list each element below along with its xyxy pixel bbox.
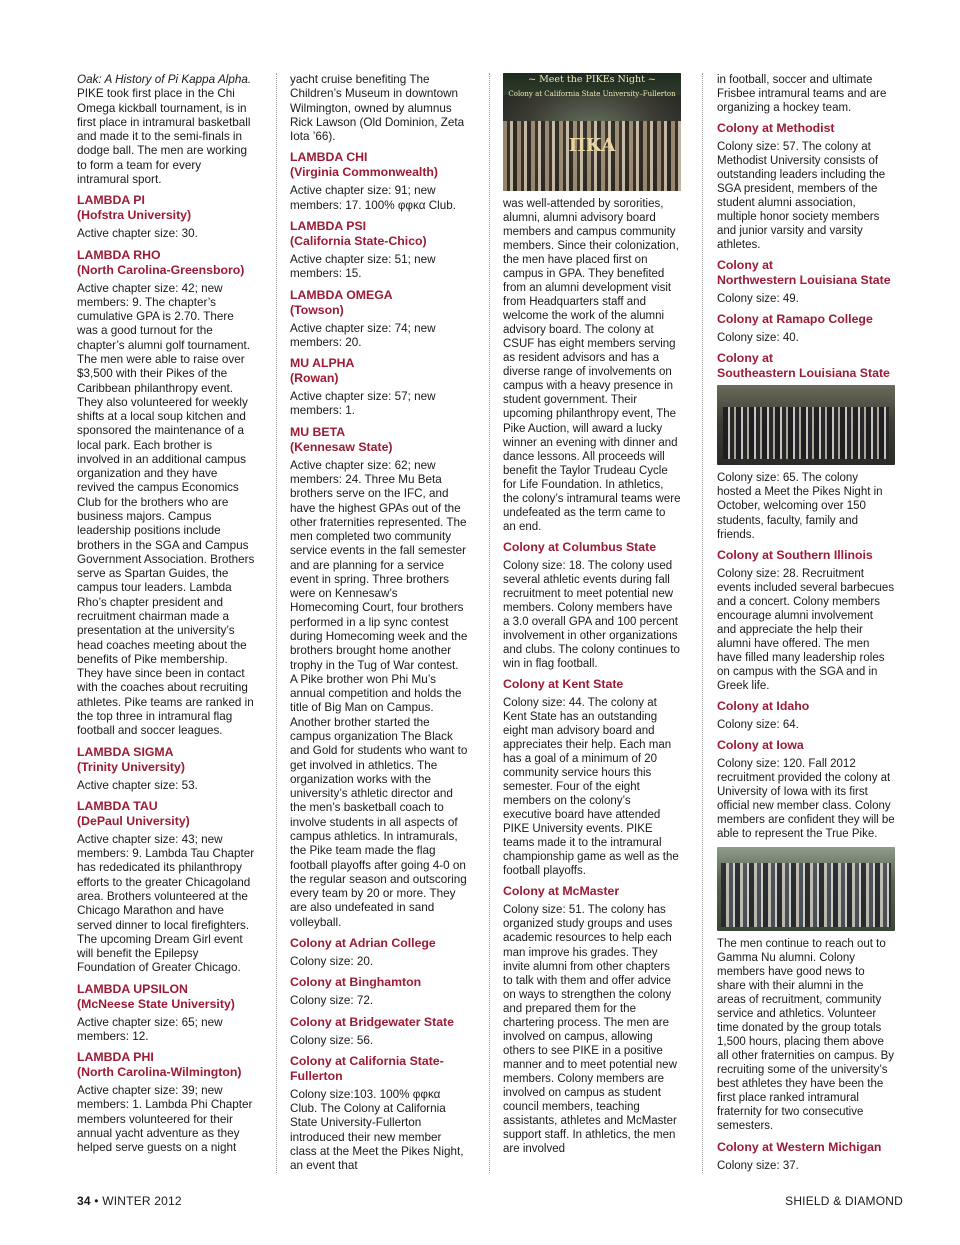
section-heading	[717, 351, 895, 381]
section-body: Colony size: 57. The colony at Methodist University consists of outstanding leaders including the SGA president, members of the student alumni association, multiple honor society members and junior varsity and varsity athletes.	[717, 141, 886, 252]
column-rule-3	[702, 73, 703, 1173]
section-title: Colony at Southern Illinois	[717, 547, 873, 562]
section-heading	[290, 425, 468, 455]
section-heading	[503, 540, 681, 555]
section-body: Active chapter size: 57; new members: 1.	[290, 390, 436, 418]
section-subtitle: Southeastern Louisiana State	[717, 366, 890, 381]
section-heading	[77, 193, 255, 223]
section-body: Active chapter size: 30.	[77, 227, 198, 241]
mid-text: Colony size: 65. The colony hosted a Meet the Pikes Night in October, welcoming over 150 students, faculty, family and friends.	[717, 472, 883, 541]
lead-text: PIKE took first place in the Chi Omega kickball tournament, is in first place in intramural basketball and made it to the semi-finals in dodge ball. The men are working to form a team for every intramural sport.	[77, 87, 251, 186]
section-title: Colony at McMaster	[503, 884, 620, 899]
section-subtitle: (Towson)	[290, 302, 344, 317]
section-heading	[290, 219, 468, 249]
section-heading	[717, 699, 895, 714]
section-heading	[290, 356, 468, 386]
group-image	[721, 863, 891, 927]
issue-label: WINTER 2012	[102, 1194, 182, 1208]
section-subtitle: (Rowan)	[290, 371, 339, 386]
section-heading	[77, 982, 255, 1012]
section-heading	[77, 1050, 255, 1080]
lead-text: yacht cruise benefiting The Children’s Museum in downtown Wilmington, owned by alumnus Rick Lawson (Old Dominion, Zeta Iota ’66).	[290, 73, 465, 144]
section-heading	[717, 258, 895, 288]
section-body: Active chapter size: 91; new members: 17. 100% φφκα Club.	[290, 184, 456, 212]
meet-the-pikes-night-photo	[503, 73, 681, 191]
southeastern-louisiana-group-photo	[717, 385, 895, 465]
greek-letters-sign: ΠΚΑ	[568, 135, 616, 156]
section-subtitle: (Trinity University)	[77, 759, 185, 774]
section-title: Colony at Binghamton	[290, 975, 422, 990]
section-body: Active chapter size: 65; new members: 12.	[77, 1015, 223, 1043]
sections	[717, 121, 895, 381]
section-heading	[290, 1054, 468, 1084]
section-title: MU BETA	[290, 424, 346, 439]
section-heading	[77, 745, 255, 775]
photo-banner	[503, 73, 681, 98]
section-title: Colony at Iowa	[717, 737, 804, 752]
section-heading	[290, 150, 468, 180]
section-body: Active chapter size: 62; new members: 24. Three Mu Beta brothers serve on the IFC, and have the highest GPAs out of the other fraternities represented. The men completed two community service events in the fall semester and are planning for a service event in spring. Three brothers were on Kennesaw’s Homecoming Court, four brothers performed in a lip sync contest during Homecoming week and the brothers brought home another trophy in the Tug of War contest. A Pike brother won Phi Mu’s annual competition and holds the title of Big Man on Campus. Another brother started the campus organization The Black and Gold for students who want to get involved in athletics. The organization works with the university’s athletic director and the men’s basketball coach to involve students in all aspects of campus athletics. In intramurals, the Pike team made the flag football playoffs after going 4-0 on the regular season and outscoring every team by 20 or more. They are also undefeated in sand volleyball.	[290, 458, 468, 929]
section-subtitle: Northwestern Louisiana State	[717, 273, 891, 288]
section-body: Active chapter size: 39; new members: 1. Lambda Phi Chapter members volunteered for their annual yacht adventure as they helped serve guests on a night	[77, 1084, 253, 1155]
section-heading	[77, 799, 255, 829]
section-heading	[717, 738, 895, 753]
section-body: Active chapter size: 42; new members: 9. The chapter’s cumulative GPA is 2.70. There was a good turnout for the chapter’s alumni golf tournament. The men were able to raise over $3,500 with their Pikes of the Caribbean philanthropy event. They also volunteered for weekly shifts at a local soup kitchen and sponsored the maintenance of a local park. Each brother is involved in an additional campus organization and they have revived the campus Economics Club for the brothers who are business majors. Campus leadership positions include brothers in the SGA and Campus Government Association. Brothers serve as Spartan Guides, the campus tour leaders. Lambda Rho’s chapter president and recruitment chairman made a presentation at the university’s head coaches meeting about the benefits of Pike membership. They have since been in contact with the coaches about recruiting athletes. Pike teams are ranked in the top three in intramural flag football and soccer leagues.	[77, 281, 255, 738]
section-body: Active chapter size: 74; new members: 20.	[290, 321, 436, 349]
column-1	[77, 73, 255, 1160]
photo-banner-line2: Colony at California State University–Fullerton	[508, 90, 676, 98]
group-image	[723, 407, 889, 459]
section-subtitle: (Hofstra University)	[77, 208, 192, 223]
section-title: LAMBDA PI	[77, 193, 145, 208]
page-number: 34	[77, 1194, 91, 1208]
section-title: LAMBDA RHO	[77, 247, 161, 262]
footer-page-info	[77, 1194, 182, 1208]
column-rule-2	[489, 73, 490, 1173]
section-body: Active chapter size: 43; new members: 9. Lambda Tau Chapter has rededicated its philanthropy efforts to the greater Chicagoland area. Brothers volunteered at the Chicago Marathon and have served dinner to local firefighters. The upcoming Dream Girl event will benefit the Epilepsy Foundation of Greater Chicago.	[77, 832, 255, 975]
column-2	[290, 73, 468, 1177]
sections	[717, 1140, 895, 1173]
section-heading	[717, 548, 895, 563]
section-body: Colony size: 49.	[717, 293, 799, 306]
section-body: Colony size: 40.	[717, 332, 799, 345]
sections	[717, 548, 895, 842]
section-title: MU ALPHA	[290, 356, 355, 371]
section-title: LAMBDA CHI	[290, 150, 368, 165]
section-heading	[717, 312, 895, 327]
section-title: Colony at Columbus State	[503, 539, 657, 554]
section-heading	[290, 936, 468, 951]
section-title: LAMBDA UPSILON	[77, 981, 188, 996]
section-heading	[717, 1140, 895, 1155]
section-title: Colony at California State-	[290, 1053, 444, 1068]
section-subtitle: (North Carolina-Greensboro)	[77, 262, 245, 277]
lead-paragraph	[77, 73, 255, 187]
section-title: LAMBDA TAU	[77, 798, 158, 813]
section-body: Active chapter size: 51; new members: 15.	[290, 252, 436, 281]
section-body: Colony size: 120. Fall 2012 recruitment provided the colony at University of Iowa with its first official new member class. Colony members are confident they will be able to represent the True Pike.	[717, 757, 895, 841]
section-heading	[290, 288, 468, 318]
section-body: Colony size: 18. The colony used several athletic events during fall recruitment to meet potential new members. Colony members have a 3.0 overall GPA and 100 percent involvement in other organizations and clubs. The colony continues to win in flag football.	[503, 559, 680, 670]
section-title: Colony at	[717, 258, 774, 273]
column-4	[717, 73, 895, 1177]
section-body: Colony size: 44. The colony at Kent State has an outstanding eight man advisory board and appreciates their help. Each man has a goal of a minimum of 20 community service hours this semester. Four of the eight members on the colony’s executive board have attended PIKE University events. PIKE teams made it to the intramural championship game as well as the football playoffs.	[503, 697, 679, 878]
section-title: LAMBDA PSI	[290, 218, 367, 233]
section-subtitle: (California State-Chico)	[290, 233, 427, 248]
section-title: Colony at Idaho	[717, 698, 810, 713]
section-subtitle: (Virginia Commonwealth)	[290, 165, 439, 180]
section-body: Colony size: 28. Recruitment events included several barbecues and a concert. Colony members encourage alumni involvement and appreciate the help their alumni have offered. The men have filled many leadership roles on campus with the SGA and in Greek life.	[717, 567, 895, 692]
photo-banner-line1: ~ Meet the PIKEs Night ~	[528, 74, 656, 85]
book-title: Oak: A History of Pi Kappa Alpha.	[77, 73, 252, 86]
section-title: LAMBDA SIGMA	[77, 744, 174, 759]
section-body: Colony size: 64.	[717, 718, 799, 731]
section-body: Colony size: 37.	[717, 1159, 799, 1172]
column-rule-1	[276, 73, 277, 1173]
section-title: LAMBDA PHI	[77, 1050, 154, 1065]
after-photo-text: The men continue to reach out to Gamma Nu alumni. Colony members have good news to share with their alumni in the areas of recruitment, community service and athletics. Volunteer time donated by the group totals 1,500 hours, placing them above all other fraternities on campus. By recruiting some of the university’s best athletes they have been the first place ranked intramural fraternity for two consecutive semesters.	[717, 938, 895, 1133]
section-title: LAMBDA OMEGA	[290, 287, 393, 302]
section-title: Colony at Adrian College	[290, 935, 436, 950]
column-3	[503, 73, 681, 1160]
section-body: Colony size: 51. The colony has organized study groups and uses academic resources to help each man improve his grades. They invite alumni from other chapters to talk with them and offer advice on ways to strengthen the colony and prepared them for the chartering process. The men are involved on campus, allowing others to see PIKE in a positive manner and to meet potential new members. Colony members are involved on campus as student council members, teaching assistants, athletes and McMaster support staff. In athletics, the men are involved	[503, 904, 677, 1155]
section-subtitle: (North Carolina-Wilmington)	[77, 1065, 242, 1080]
section-body: Active chapter size: 53.	[77, 778, 198, 792]
section-heading	[717, 121, 895, 136]
lead-text: in football, soccer and ultimate Frisbee intramural teams and are organizing a hockey team.	[717, 74, 887, 115]
section-subtitle: (DePaul University)	[77, 813, 190, 828]
section-body: Colony size:103. 100% φφκα Club. The Colony at California State University-Fullerton introduced their new member class at the Meet the Pikes Night, an event that	[290, 1087, 464, 1173]
section-subtitle: Fullerton	[290, 1068, 343, 1083]
iowa-group-photo	[717, 847, 895, 931]
section-heading	[503, 677, 681, 692]
magazine-title: SHIELD & DIAMOND	[785, 1194, 903, 1208]
section-title: Colony at Kent State	[503, 677, 624, 691]
sections	[503, 540, 681, 1156]
section-title: Colony at Western Michigan	[717, 1139, 882, 1154]
lead-text: was well-attended by sororities, alumni, alumni advisory board members and campus community members. Since their colonization, the men have placed first on campus in GPA. They benefited from an alumni development visit from Headquarters staff and welcome the work of the alumni advisory board. The colony at CSUF has eight members serving as resident advisors and has a diverse range of involvements on campus with a heavy presence in student government. Their upcoming philanthropy event, The Pike Auction, will award a lucky winner an evening with dinner and dance lessons. All proceeds will benefit the Taylor Trudeau Cycle for Life Foundation. In athletics, the colony’s intramural teams were undefeated as the term came to an end.	[503, 198, 681, 533]
section-title: Colony at Bridgewater State	[290, 1014, 454, 1029]
crowd-image	[503, 121, 681, 191]
section-body: Colony size: 56.	[290, 1033, 374, 1047]
section-title: Colony at Methodist	[717, 121, 835, 136]
section-heading	[503, 884, 681, 899]
sections	[77, 193, 255, 1155]
section-subtitle: (McNeese State University)	[77, 996, 235, 1011]
section-heading	[77, 248, 255, 278]
section-body: Colony size: 20.	[290, 954, 374, 968]
section-heading	[290, 1015, 468, 1030]
section-heading	[290, 975, 468, 990]
footer-separator: •	[90, 1194, 103, 1208]
section-title: Colony at Ramapo College	[717, 312, 873, 327]
section-subtitle: (Kennesaw State)	[290, 439, 393, 454]
section-title: Colony at	[717, 351, 774, 366]
section-body: Colony size: 72.	[290, 994, 374, 1008]
sections	[290, 150, 468, 1173]
